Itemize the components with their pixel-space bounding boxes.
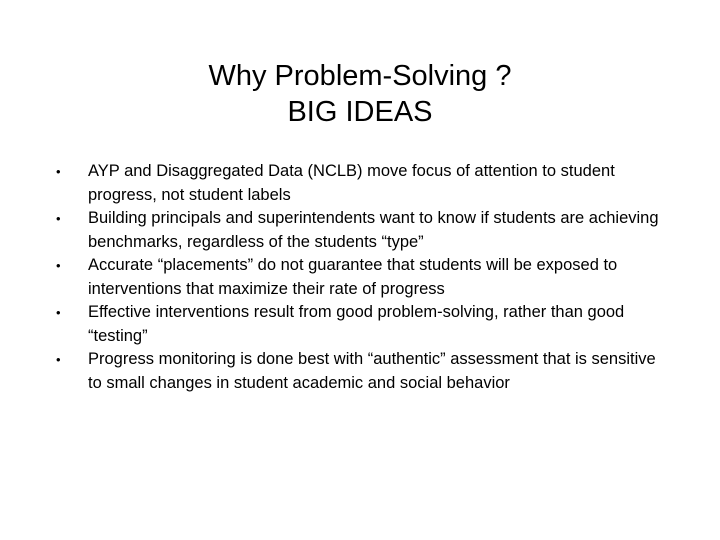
bullet-icon: •	[56, 305, 61, 320]
bullet-icon: •	[56, 211, 61, 226]
slide-title-line-1: Why Problem-Solving ?	[208, 60, 512, 92]
bullet-item	[56, 348, 666, 395]
bullet-list	[56, 160, 666, 395]
bullet-item	[56, 207, 666, 254]
bullet-text: Accurate “placements” do not guarantee that students will be exposed to interventions that maximize their rate of progress	[88, 256, 618, 298]
bullet-text: Building principals and superintendents want to know if students are achieving benchmarks, regardless of the students “type”	[88, 209, 659, 251]
slide-title	[0, 58, 720, 130]
bullet-item	[56, 160, 666, 207]
bullet-icon: •	[56, 258, 61, 273]
bullet-item	[56, 301, 666, 348]
bullet-text: AYP and Disaggregated Data (NCLB) move focus of attention to student progress, not student labels	[88, 162, 615, 204]
bullet-text: Progress monitoring is done best with “authentic” assessment that is sensitive to small changes in student academic and social behavior	[88, 350, 656, 392]
bullet-icon: •	[56, 164, 61, 179]
slide-title-line-2: BIG IDEAS	[287, 96, 433, 128]
bullet-item	[56, 254, 666, 301]
bullet-icon: •	[56, 352, 61, 367]
bullet-text: Effective interventions result from good problem-solving, rather than good “testing”	[88, 303, 625, 345]
